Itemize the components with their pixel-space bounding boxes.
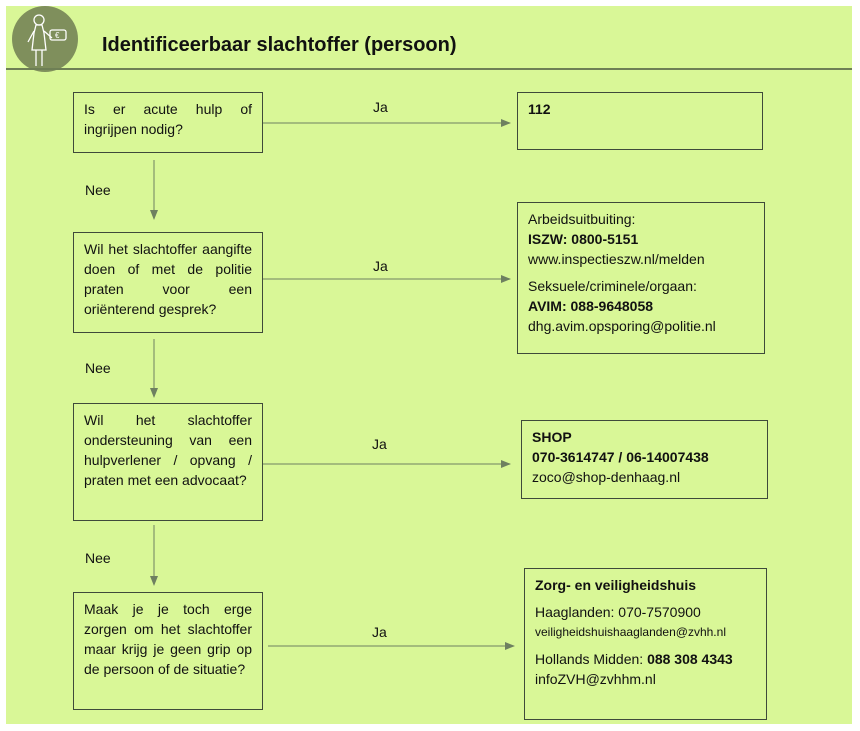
- yes-label: Ja: [373, 258, 388, 274]
- haaglanden-email: veiligheidshuishaaglanden@zvhh.nl: [535, 625, 726, 639]
- shop-phones: 070-3614747 / 06-14007438: [532, 449, 709, 465]
- shop-result-box: [521, 420, 768, 499]
- haaglanden-phone: Haaglanden: 070-7570900: [535, 604, 701, 620]
- iszw-label: ISZW:: [528, 231, 568, 247]
- no-label: Nee: [85, 182, 111, 198]
- iszw-phone: 0800-5151: [571, 231, 639, 247]
- emergency-result-box: [517, 92, 763, 150]
- avim-email: dhg.avim.opsporing@politie.nl: [528, 318, 716, 334]
- question-box: Wil het slachtoffer aangifte doen of met de politie praten voor een oriënterend gesprek?: [73, 232, 263, 333]
- no-label: Nee: [85, 550, 111, 566]
- shop-email: zoco@shop-denhaag.nl: [532, 469, 681, 485]
- hm-email: infoZVH@zvhhm.nl: [535, 671, 656, 687]
- question-box: Is er acute hulp of ingrijpen nodig?: [73, 92, 263, 153]
- care-name: Zorg- en veiligheidshuis: [535, 577, 697, 593]
- yes-label: Ja: [372, 624, 387, 640]
- yes-label: Ja: [373, 99, 388, 115]
- hm-label: Hollands Midden:: [535, 651, 648, 667]
- sexual-heading: Seksuele/criminele/orgaan:: [528, 278, 697, 294]
- emergency-number: 112: [528, 101, 551, 117]
- question-box: Wil het slachtoffer ondersteuning van een hulpverlener / opvang / praten met een advocaat?: [73, 403, 263, 521]
- iszw-url: www.inspectieszw.nl/melden: [528, 251, 705, 267]
- flowchart-canvas: [6, 6, 852, 724]
- care-result-box: [524, 568, 767, 720]
- question-box: Maak je je toch erge zorgen om het slachtoffer maar krijg je geen grip op de persoon of de situatie?: [73, 592, 263, 710]
- page-title: Identificeerbaar slachtoffer (persoon): [102, 34, 457, 56]
- police-result-box: [517, 202, 765, 354]
- yes-label: Ja: [372, 436, 387, 452]
- no-label: Nee: [85, 360, 111, 376]
- avim-phone: : 088-9648058: [561, 298, 654, 314]
- svg-text:€: €: [55, 31, 60, 40]
- labour-heading: Arbeidsuitbuiting:: [528, 211, 636, 227]
- avim-label: AVIM: [528, 298, 562, 314]
- hm-phone: 088 308 4343: [647, 651, 733, 667]
- shop-name: SHOP: [532, 429, 572, 445]
